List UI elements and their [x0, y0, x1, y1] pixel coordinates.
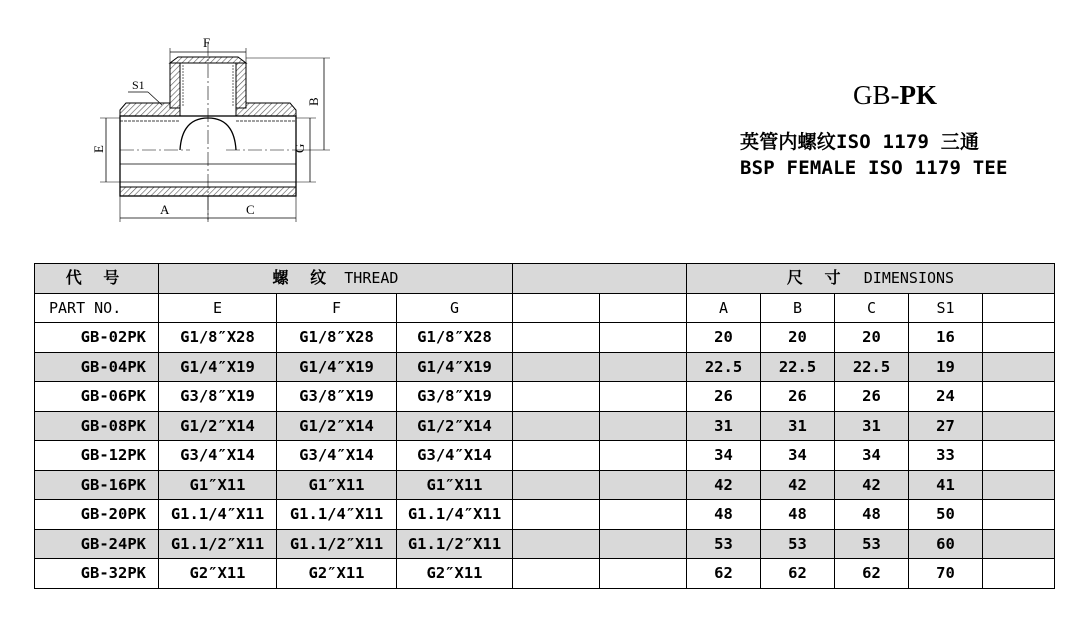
cell-g: G1/2″X14 [397, 411, 513, 441]
cell-s1: 33 [909, 441, 983, 471]
dim-label-b: B [306, 97, 321, 106]
cell-e: G1.1/4″X11 [159, 500, 277, 530]
cell-e: G3/8″X19 [159, 382, 277, 412]
cell-part: GB-08PK [35, 411, 159, 441]
cell-g: G1/8″X28 [397, 323, 513, 353]
cell-empty [983, 500, 1055, 530]
table-row [35, 470, 1055, 500]
cell-empty [983, 529, 1055, 559]
cell-e: G1/2″X14 [159, 411, 277, 441]
empty-col-2 [600, 293, 687, 323]
cell-part: GB-12PK [35, 441, 159, 471]
table-row [35, 382, 1055, 412]
cell-g: G1.1/2″X11 [397, 529, 513, 559]
table-row [35, 500, 1055, 530]
cell-a: 34 [687, 441, 761, 471]
cell-b: 53 [761, 529, 835, 559]
cell-e: G2″X11 [159, 559, 277, 589]
cell-a: 48 [687, 500, 761, 530]
cell-b: 34 [761, 441, 835, 471]
cell-f: G1/8″X28 [277, 323, 397, 353]
dim-head: 尺 寸 DIMENSIONS [687, 264, 1055, 294]
col-head-e: E [159, 293, 277, 323]
spec-table [34, 263, 1055, 589]
cell-f: G1/4″X19 [277, 352, 397, 382]
product-code-suffix: PK [899, 80, 937, 110]
cell-empty [983, 411, 1055, 441]
cell-part: GB-16PK [35, 470, 159, 500]
cell-b: 62 [761, 559, 835, 589]
cell-f: G2″X11 [277, 559, 397, 589]
cell-empty [513, 500, 600, 530]
table-row [35, 559, 1055, 589]
cell-empty [600, 500, 687, 530]
cell-s1: 16 [909, 323, 983, 353]
cell-c: 22.5 [835, 352, 909, 382]
cell-empty [600, 559, 687, 589]
cell-empty [513, 382, 600, 412]
cell-f: G3/8″X19 [277, 382, 397, 412]
cell-empty [983, 352, 1055, 382]
col-head-f: F [277, 293, 397, 323]
cell-f: G1″X11 [277, 470, 397, 500]
table-row [35, 352, 1055, 382]
empty-col-3 [983, 293, 1055, 323]
tee-drawing [90, 30, 340, 225]
cell-part: GB-06PK [35, 382, 159, 412]
cell-a: 22.5 [687, 352, 761, 382]
cell-a: 53 [687, 529, 761, 559]
thread-head: 螺 纹 THREAD [159, 264, 513, 294]
cell-empty [513, 323, 600, 353]
cell-part: GB-02PK [35, 323, 159, 353]
cell-part: GB-32PK [35, 559, 159, 589]
cell-b: 31 [761, 411, 835, 441]
col-head-b: B [761, 293, 835, 323]
cell-g: G3/4″X14 [397, 441, 513, 471]
cell-b: 42 [761, 470, 835, 500]
cell-f: G1/2″X14 [277, 411, 397, 441]
cell-f: G3/4″X14 [277, 441, 397, 471]
cell-c: 48 [835, 500, 909, 530]
product-name-cn: 英管内螺纹ISO 1179 三通 [740, 131, 980, 153]
cell-empty [600, 411, 687, 441]
col-head-a: A [687, 293, 761, 323]
product-code-prefix: GB- [853, 80, 900, 110]
cell-part: GB-24PK [35, 529, 159, 559]
cell-e: G1/4″X19 [159, 352, 277, 382]
cell-g: G1.1/4″X11 [397, 500, 513, 530]
cell-b: 20 [761, 323, 835, 353]
cell-empty [513, 559, 600, 589]
part-head-en: PART NO. [35, 293, 159, 323]
col-head-s1: S1 [909, 293, 983, 323]
cell-empty [513, 352, 600, 382]
cell-c: 26 [835, 382, 909, 412]
dim-label-c: C [246, 202, 255, 217]
col-head-g: G [397, 293, 513, 323]
cell-empty [983, 470, 1055, 500]
dim-label-s1: S1 [132, 78, 145, 92]
table-row [35, 529, 1055, 559]
cell-empty [600, 470, 687, 500]
dim-label-f: F [203, 35, 211, 50]
dim-label-e: E [91, 145, 106, 153]
cell-a: 26 [687, 382, 761, 412]
cell-e: G3/4″X14 [159, 441, 277, 471]
title-block [740, 80, 1050, 181]
cell-s1: 24 [909, 382, 983, 412]
cell-c: 34 [835, 441, 909, 471]
cell-e: G1.1/2″X11 [159, 529, 277, 559]
cell-g: G1″X11 [397, 470, 513, 500]
cell-empty [513, 470, 600, 500]
cell-a: 42 [687, 470, 761, 500]
cell-f: G1.1/2″X11 [277, 529, 397, 559]
cell-c: 53 [835, 529, 909, 559]
cell-empty [600, 529, 687, 559]
cell-s1: 27 [909, 411, 983, 441]
cell-s1: 41 [909, 470, 983, 500]
cell-empty [513, 441, 600, 471]
cell-s1: 50 [909, 500, 983, 530]
cell-g: G3/8″X19 [397, 382, 513, 412]
cell-g: G1/4″X19 [397, 352, 513, 382]
cell-empty [983, 559, 1055, 589]
empty-col-1 [513, 293, 600, 323]
dim-label-g: G [292, 143, 307, 153]
table-row [35, 323, 1055, 353]
cell-empty [600, 323, 687, 353]
cell-e: G1/8″X28 [159, 323, 277, 353]
cell-s1: 60 [909, 529, 983, 559]
cell-empty [983, 441, 1055, 471]
empty-head [513, 264, 687, 294]
cell-empty [600, 352, 687, 382]
col-head-c: C [835, 293, 909, 323]
cell-s1: 70 [909, 559, 983, 589]
cell-empty [513, 529, 600, 559]
cell-a: 62 [687, 559, 761, 589]
cell-f: G1.1/4″X11 [277, 500, 397, 530]
cell-empty [600, 441, 687, 471]
cell-c: 42 [835, 470, 909, 500]
cell-empty [600, 382, 687, 412]
cell-g: G2″X11 [397, 559, 513, 589]
part-head-cn: 代 号 [35, 264, 159, 294]
table-row [35, 411, 1055, 441]
cell-empty [513, 411, 600, 441]
cell-b: 48 [761, 500, 835, 530]
cell-part: GB-20PK [35, 500, 159, 530]
cell-e: G1″X11 [159, 470, 277, 500]
cell-empty [983, 382, 1055, 412]
cell-a: 20 [687, 323, 761, 353]
header-row-2 [35, 293, 1055, 323]
dim-label-a: A [160, 202, 170, 217]
cell-part: GB-04PK [35, 352, 159, 382]
product-code [740, 80, 1050, 111]
cell-c: 20 [835, 323, 909, 353]
cell-b: 22.5 [761, 352, 835, 382]
cell-c: 62 [835, 559, 909, 589]
cell-empty [983, 323, 1055, 353]
cell-s1: 19 [909, 352, 983, 382]
table-row [35, 441, 1055, 471]
cell-b: 26 [761, 382, 835, 412]
cell-c: 31 [835, 411, 909, 441]
product-name-en: BSP FEMALE ISO 1179 TEE [740, 157, 1008, 179]
header-row-1 [35, 264, 1055, 294]
cell-a: 31 [687, 411, 761, 441]
